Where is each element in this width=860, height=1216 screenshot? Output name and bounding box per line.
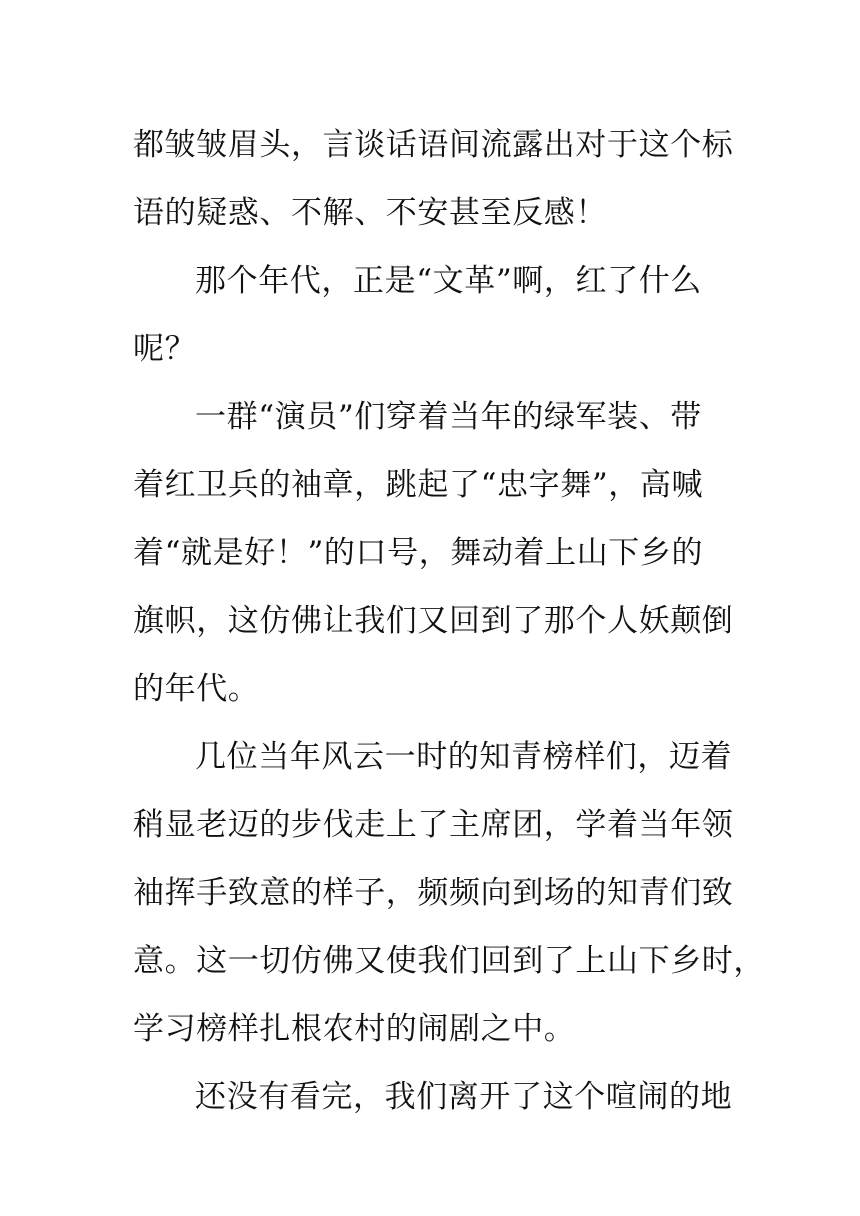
text-line: 意。这一切仿佛又使我们回到了上山下乡时， <box>133 943 765 979</box>
text-line: 几位当年风云一时的知青榜样们，迈着 <box>195 739 733 775</box>
text-line: 袖挥手致意的样子，频频向到场的知青们致 <box>133 875 734 911</box>
text-line: 语的疑惑、不解、不安甚至反感！ <box>133 195 607 231</box>
text-line: 稍显老迈的步伐走上了主席团，学着当年领 <box>133 807 734 843</box>
text-line: 旗帜，这仿佛让我们又回到了那个人妖颠倒 <box>133 603 734 639</box>
text-line: 着红卫兵的袖章，跳起了“忠字舞”，高喊 <box>133 467 704 503</box>
text-line: 学习榜样扎根农村的闹剧之中。 <box>133 1011 576 1047</box>
paragraph-4 <box>133 723 765 1063</box>
paragraph-1 <box>133 111 745 247</box>
paragraph-2 <box>133 247 745 383</box>
text-line: 呢？ <box>133 331 197 367</box>
body-text <box>133 111 765 1131</box>
paragraph-5 <box>133 1063 745 1131</box>
text-line: 还没有看完，我们离开了这个喧闹的地 <box>195 1079 733 1115</box>
paragraph-3 <box>133 383 745 723</box>
text-line: 一群“演员”们穿着当年的绿军装、带 <box>195 399 702 435</box>
text-line: 着“就是好！”的口号，舞动着上山下乡的 <box>133 535 704 571</box>
text-line: 那个年代，正是“文革”啊，红了什么 <box>195 263 702 299</box>
text-line: 都皱皱眉头，言谈话语间流露出对于这个标 <box>133 127 734 163</box>
text-line: 的年代。 <box>133 671 260 707</box>
